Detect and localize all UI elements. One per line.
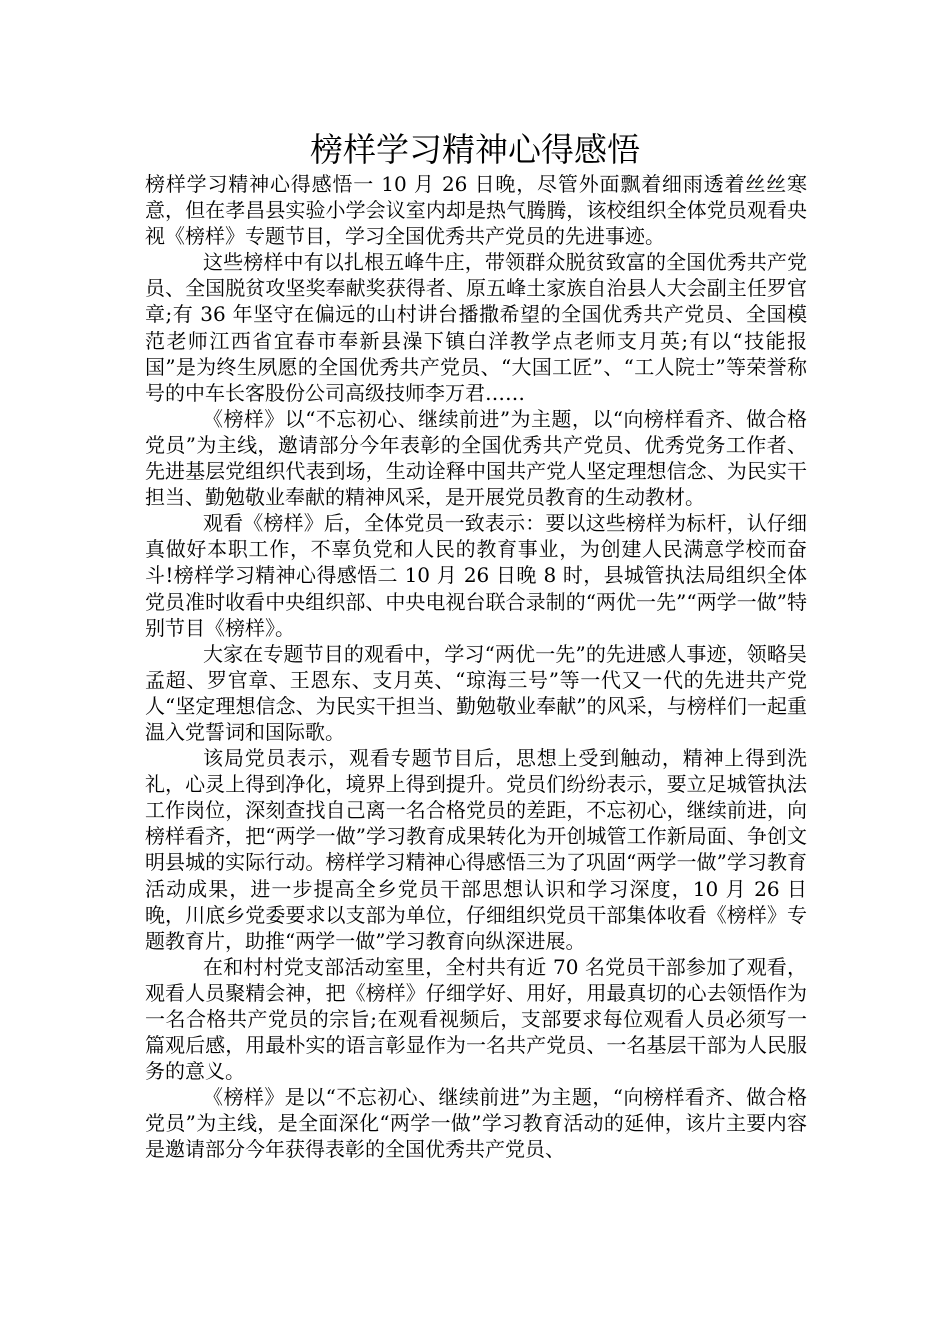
paragraph: 观看《榜样》后，全体党员一致表示：要以这些榜样为标杆，认仔细真做好本职工作，不辜负党和人民的教育事业，为创建人民满意学校而奋斗!榜样学习精神心得感悟二 10 月 26 日晚 8 时，县城管执法局组织全体党员准时收看中央组织部、中央电视台联合录制的“两优一先”“两学一做”特别节目《榜样》。 — [145, 511, 807, 640]
paragraph: 大家在专题节目的观看中，学习“两优一先”的先进感人事迹，领略吴孟超、罗官章、王恩东、支月英、“琼海三号”等一代又一代的先进共产党人“坚定理想信念、为民实干担当、勤勉敬业奉献”的风采，与榜样们一起重温入党誓词和国际歌。 — [145, 641, 807, 744]
paragraph: 该局党员表示，观看专题节目后，思想上受到触动，精神上得到洗礼，心灵上得到净化，境界上得到提升。党员们纷纷表示，要立足城管执法工作岗位，深刻查找自己离一名合格党员的差距，不忘初心，继续前进，向榜样看齐，把“两学一做”学习教育成果转化为开创城管工作新局面、争创文明县城的实际行动。榜样学习精神心得感悟三为了巩固“两学一做”学习教育活动成果，进一步提高全乡党员干部思想认识和学习深度，10 月 26 日晚，川底乡党委要求以支部为单位，仔细组织党员干部集体收看《榜样》专题教育片，助推“两学一做”学习教育向纵深进展。 — [145, 746, 807, 953]
paragraph: 榜样学习精神心得感悟一 10 月 26 日晚，尽管外面飘着细雨透着丝丝寒意，但在孝昌县实验小学会议室内却是热气腾腾，该校组织全体党员观看央视《榜样》专题节目，学习全国优秀共产党员的先进事迹。 — [145, 172, 807, 249]
paragraph: 在和村村党支部活动室里，全村共有近 70 名党员干部参加了观看，观看人员聚精会神，把《榜样》仔细学好、用好，用最真切的心去领悟作为一名合格共产党员的宗旨;在观看视频后，支部要求每位观看人员必须写一篇观后感，用最朴实的语言彰显作为一名共产党员、一名基层干部为人民服务的意义。 — [145, 954, 807, 1084]
paragraph: 《榜样》以“不忘初心、继续前进”为主题，以“向榜样看齐、做合格党员”为主线，邀请部分今年表彰的全国优秀共产党员、优秀党务工作者、先进基层党组织代表到场，生动诠释中国共产党人坚定理想信念、为民实干担当、勤勉敬业奉献的精神风采，是开展党员教育的生动教材。 — [145, 406, 807, 510]
paragraph: 《榜样》是以“不忘初心、继续前进”为主题，“向榜样看齐、做合格党员”为主线，是全面深化“两学一做”学习教育活动的延伸，该片主要内容是邀请部分今年获得表彰的全国优秀共产党员、 — [145, 1085, 807, 1162]
document-body — [145, 171, 807, 1163]
paragraph: 这些榜样中有以扎根五峰牛庄，带领群众脱贫致富的全国优秀共产党员、全国脱贫攻坚奖奉献奖获得者、原五峰土家族自治县人大会副主任罗官章;有 36 年坚守在偏远的山村讲台播撒希望的全国优秀共产党员、全国模范老师江西省宜春市奉新县澡下镇白洋教学点老师支月英;有以“技能报国”是为终生夙愿的全国优秀共产党员、“大国工匠”、“工人院士”等荣誉称号的中车长客股份公司高级技师李万君…… — [145, 250, 807, 405]
document-title: 榜样学习精神心得感悟 — [310, 130, 640, 169]
